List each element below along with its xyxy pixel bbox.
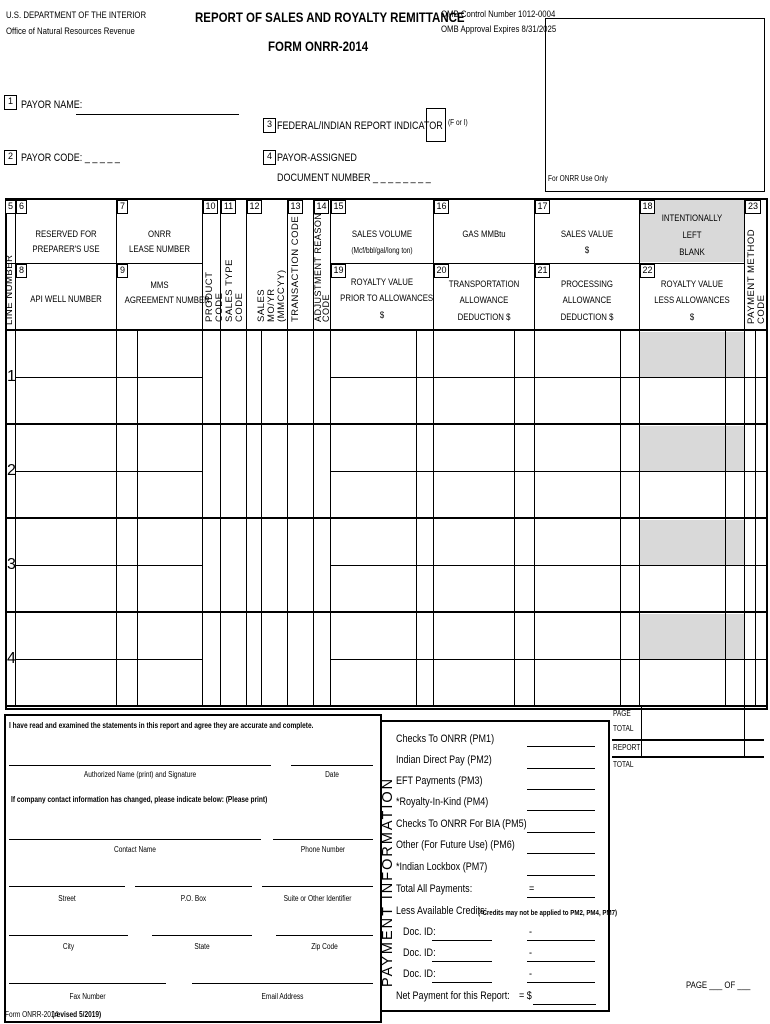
pm3-label: EFT Payments (PM3) (396, 775, 483, 787)
street-input[interactable] (9, 886, 125, 887)
col-num-7: 7 (117, 200, 128, 214)
pm7-label: *Indian Lockbox (PM7) (396, 861, 488, 873)
fax-number-label: Fax Number (69, 992, 106, 1001)
contact-name-input[interactable] (9, 839, 261, 840)
city-label: City (62, 942, 75, 951)
email-address-input[interactable] (192, 983, 373, 984)
field-number-4: 4 (263, 150, 276, 165)
line-number-header: LINE NUMBER (4, 254, 15, 325)
row-label-1: 1 (7, 368, 16, 385)
report-total-label-2: TOTAL (613, 760, 634, 769)
credits-note: (*Credits may not be applied to PM2, PM4, PM7) (478, 908, 618, 917)
transportation-header-2: ALLOWANCE (459, 295, 509, 306)
intentionally-left-blank-header-3: BLANK (679, 247, 705, 258)
intentionally-left-blank-header-2: LEFT (682, 230, 702, 241)
field-number-3: 3 (263, 118, 276, 133)
agreement-header: MMS (150, 280, 169, 291)
onrr-use-only-box (545, 18, 765, 192)
sales-type-code-header: SALES TYPE CODE (224, 259, 245, 322)
less-credits-label: Less Available Credits: (396, 905, 488, 917)
credit-amount-input-2[interactable] (527, 961, 595, 962)
net-payment-label: Net Payment for this Report: (396, 990, 510, 1002)
royalty-less-currency: $ (689, 312, 695, 323)
form-revision: (revised 5/2019) (52, 1010, 102, 1019)
form-title: REPORT OF SALES AND ROYALTY REMITTANCE (195, 9, 465, 25)
credit-amount-input-3[interactable] (527, 982, 595, 983)
col-num-20: 20 (434, 264, 449, 278)
processing-header-2: ALLOWANCE (562, 295, 612, 306)
col-num-18: 18 (640, 200, 655, 214)
report-total-input[interactable] (612, 756, 764, 758)
royalty-less-header-2: LESS ALLOWANCES (654, 295, 730, 306)
pm1-input[interactable] (527, 746, 595, 747)
doc-id-input-3[interactable] (432, 982, 492, 983)
row-label-2: 2 (7, 462, 16, 479)
suite-input[interactable] (262, 886, 373, 887)
credit-minus-1: - (529, 926, 533, 938)
payor-code-label[interactable]: PAYOR CODE: _ _ _ _ _ (21, 152, 120, 164)
sales-mo-yr-header: SALES MO/YR (MMCCYY) (256, 269, 287, 322)
col-num-17: 17 (535, 200, 550, 214)
payor-name-input[interactable] (76, 114, 239, 115)
processing-header-3: DEDUCTION $ (560, 312, 614, 323)
authorized-name-input[interactable] (9, 765, 271, 766)
col-num-15: 15 (331, 200, 346, 214)
api-well-header: API WELL NUMBER (30, 294, 102, 305)
col-num-12: 12 (247, 200, 262, 214)
pm3-input[interactable] (527, 789, 595, 790)
zip-code-input[interactable] (276, 935, 373, 936)
col-num-5: 5 (5, 200, 16, 214)
royalty-prior-currency: $ (379, 310, 385, 321)
authorized-name-label: Authorized Name (print) and Signature (83, 770, 197, 779)
transportation-header: TRANSPORTATION (448, 279, 520, 290)
field-number-2: 2 (4, 150, 17, 165)
pm6-label: Other (For Future Use) (PM6) (396, 839, 515, 851)
col-num-9: 9 (117, 264, 128, 278)
agency-name: U.S. DEPARTMENT OF THE INTERIOR (6, 10, 147, 21)
pm2-input[interactable] (527, 768, 595, 769)
state-label: State (194, 942, 210, 951)
page-of-label: PAGE ___ OF ___ (686, 980, 751, 991)
total-payments-input[interactable] (527, 897, 595, 898)
pm1-label: Checks To ONRR (PM1) (396, 733, 495, 745)
reserved-header: RESERVED FOR (35, 229, 97, 240)
pm5-label: Checks To ONRR For BIA (PM5) (396, 818, 527, 830)
net-payment-sign: = $ (519, 990, 532, 1002)
intentionally-left-blank-header: INTENTIONALLY (661, 213, 723, 224)
po-box-input[interactable] (135, 886, 252, 887)
pm7-input[interactable] (527, 875, 595, 876)
sales-value-currency: $ (584, 245, 590, 256)
reserved-header-2: PREPARER'S USE (32, 244, 100, 255)
doc-id-label-2: Doc. ID: (403, 947, 436, 959)
state-input[interactable] (152, 935, 252, 936)
federal-indian-hint: (F or I) (448, 118, 468, 127)
doc-id-label-3: Doc. ID: (403, 968, 436, 980)
royalty-prior-header: ROYALTY VALUE (350, 277, 414, 288)
doc-id-label-1: Doc. ID: (403, 926, 436, 938)
net-payment-input[interactable] (533, 1004, 596, 1005)
col-num-14: 14 (314, 200, 329, 214)
email-address-label: Email Address (261, 992, 304, 1001)
zip-code-label: Zip Code (311, 942, 338, 951)
fax-number-input[interactable] (9, 983, 166, 984)
royalty-less-header: ROYALTY VALUE (660, 279, 724, 290)
transaction-code-header: TRANSACTION CODE (290, 215, 301, 322)
col-num-19: 19 (331, 264, 346, 278)
page-total-label: PAGE (613, 709, 631, 718)
page-total-input[interactable] (612, 739, 764, 741)
date-label: Date (325, 770, 339, 779)
lease-number-header: ONRR (148, 229, 171, 240)
phone-number-label: Phone Number (300, 845, 346, 854)
credit-amount-input-1[interactable] (527, 940, 595, 941)
federal-indian-indicator-input[interactable] (426, 108, 446, 142)
payor-name-label: PAYOR NAME: (21, 99, 83, 111)
date-input[interactable] (291, 765, 373, 766)
document-number-label[interactable]: DOCUMENT NUMBER _ _ _ _ _ _ _ _ (277, 172, 431, 184)
contact-name-label: Contact Name (114, 845, 156, 854)
payor-assigned-label: PAYOR-ASSIGNED (277, 152, 357, 164)
sales-value-header: SALES VALUE (560, 229, 614, 240)
form-id: Form ONRR-2014 (5, 1010, 59, 1019)
col-num-22: 22 (640, 264, 655, 278)
po-box-label: P.O. Box (180, 894, 207, 903)
pm6-input[interactable] (527, 853, 595, 854)
omb-control-number: OMB Control Number 1012-0004 (441, 9, 556, 20)
contact-changed-note: If company contact information has changed, please indicate below: (Please print) (11, 795, 268, 804)
payment-method-header: PAYMENT METHOD CODE (746, 228, 767, 324)
pm4-input[interactable] (527, 810, 595, 811)
col-num-21: 21 (535, 264, 550, 278)
product-code-header: PRODUCT CODE (204, 271, 225, 322)
agency-office: Office of Natural Resources Revenue (6, 26, 135, 37)
royalty-prior-header-2: PRIOR TO ALLOWANCES (340, 293, 434, 304)
col-num-13: 13 (288, 200, 303, 214)
col-num-10: 10 (203, 200, 218, 214)
doc-id-input-2[interactable] (432, 961, 492, 962)
report-total-label: REPORT (613, 743, 641, 752)
gas-mmbtu-header: GAS MMBtu (462, 229, 506, 240)
city-input[interactable] (9, 935, 128, 936)
col-num-23: 23 (745, 200, 761, 214)
onrr-use-only-label: For ONRR Use Only (548, 174, 608, 183)
credit-minus-3: - (529, 968, 533, 980)
credit-minus-2: - (529, 947, 533, 959)
col-num-6: 6 (16, 200, 27, 214)
pm4-label: *Royalty-In-Kind (PM4) (396, 796, 489, 808)
processing-header: PROCESSING (561, 279, 613, 290)
total-payments-label: Total All Payments: (396, 883, 473, 895)
pm2-label: Indian Direct Pay (PM2) (396, 754, 492, 766)
transportation-header-3: DEDUCTION $ (457, 312, 511, 323)
lease-number-header-2: LEASE NUMBER (128, 244, 191, 255)
form-subtitle: FORM ONRR-2014 (268, 38, 369, 54)
doc-id-input-1[interactable] (432, 940, 492, 941)
adjustment-reason-header: ADJUSTMENT REASON CODE (313, 212, 331, 322)
row-label-3: 3 (7, 556, 16, 573)
col-num-16: 16 (434, 200, 449, 214)
sales-volume-header: SALES VOLUME (351, 229, 413, 240)
field-number-1: 1 (4, 95, 17, 110)
street-label: Street (58, 894, 76, 903)
certification-box (4, 714, 382, 1023)
row-label-4: 4 (7, 650, 16, 667)
payment-information-title: PAYMENT INFORMATION (380, 776, 396, 987)
federal-indian-indicator-label: FEDERAL/INDIAN REPORT INDICATOR (277, 120, 443, 132)
agreement-header-2: AGREEMENT NUMBER (124, 295, 210, 306)
pm5-input[interactable] (527, 832, 595, 833)
omb-expiration: OMB Approval Expires 8/31/2025 (441, 24, 557, 35)
col-num-8: 8 (16, 264, 27, 278)
phone-number-input[interactable] (273, 839, 373, 840)
sales-volume-unit: (Mcf/bbl/gal/long ton) (351, 246, 413, 255)
total-equals-sign: = (529, 883, 535, 895)
certification-statement: I have read and examined the statements in this report and agree they are accurate and complete. (9, 721, 314, 730)
suite-label: Suite or Other Identifier (283, 894, 352, 903)
col-num-11: 11 (221, 200, 236, 214)
page-total-label-2: TOTAL (613, 724, 634, 733)
